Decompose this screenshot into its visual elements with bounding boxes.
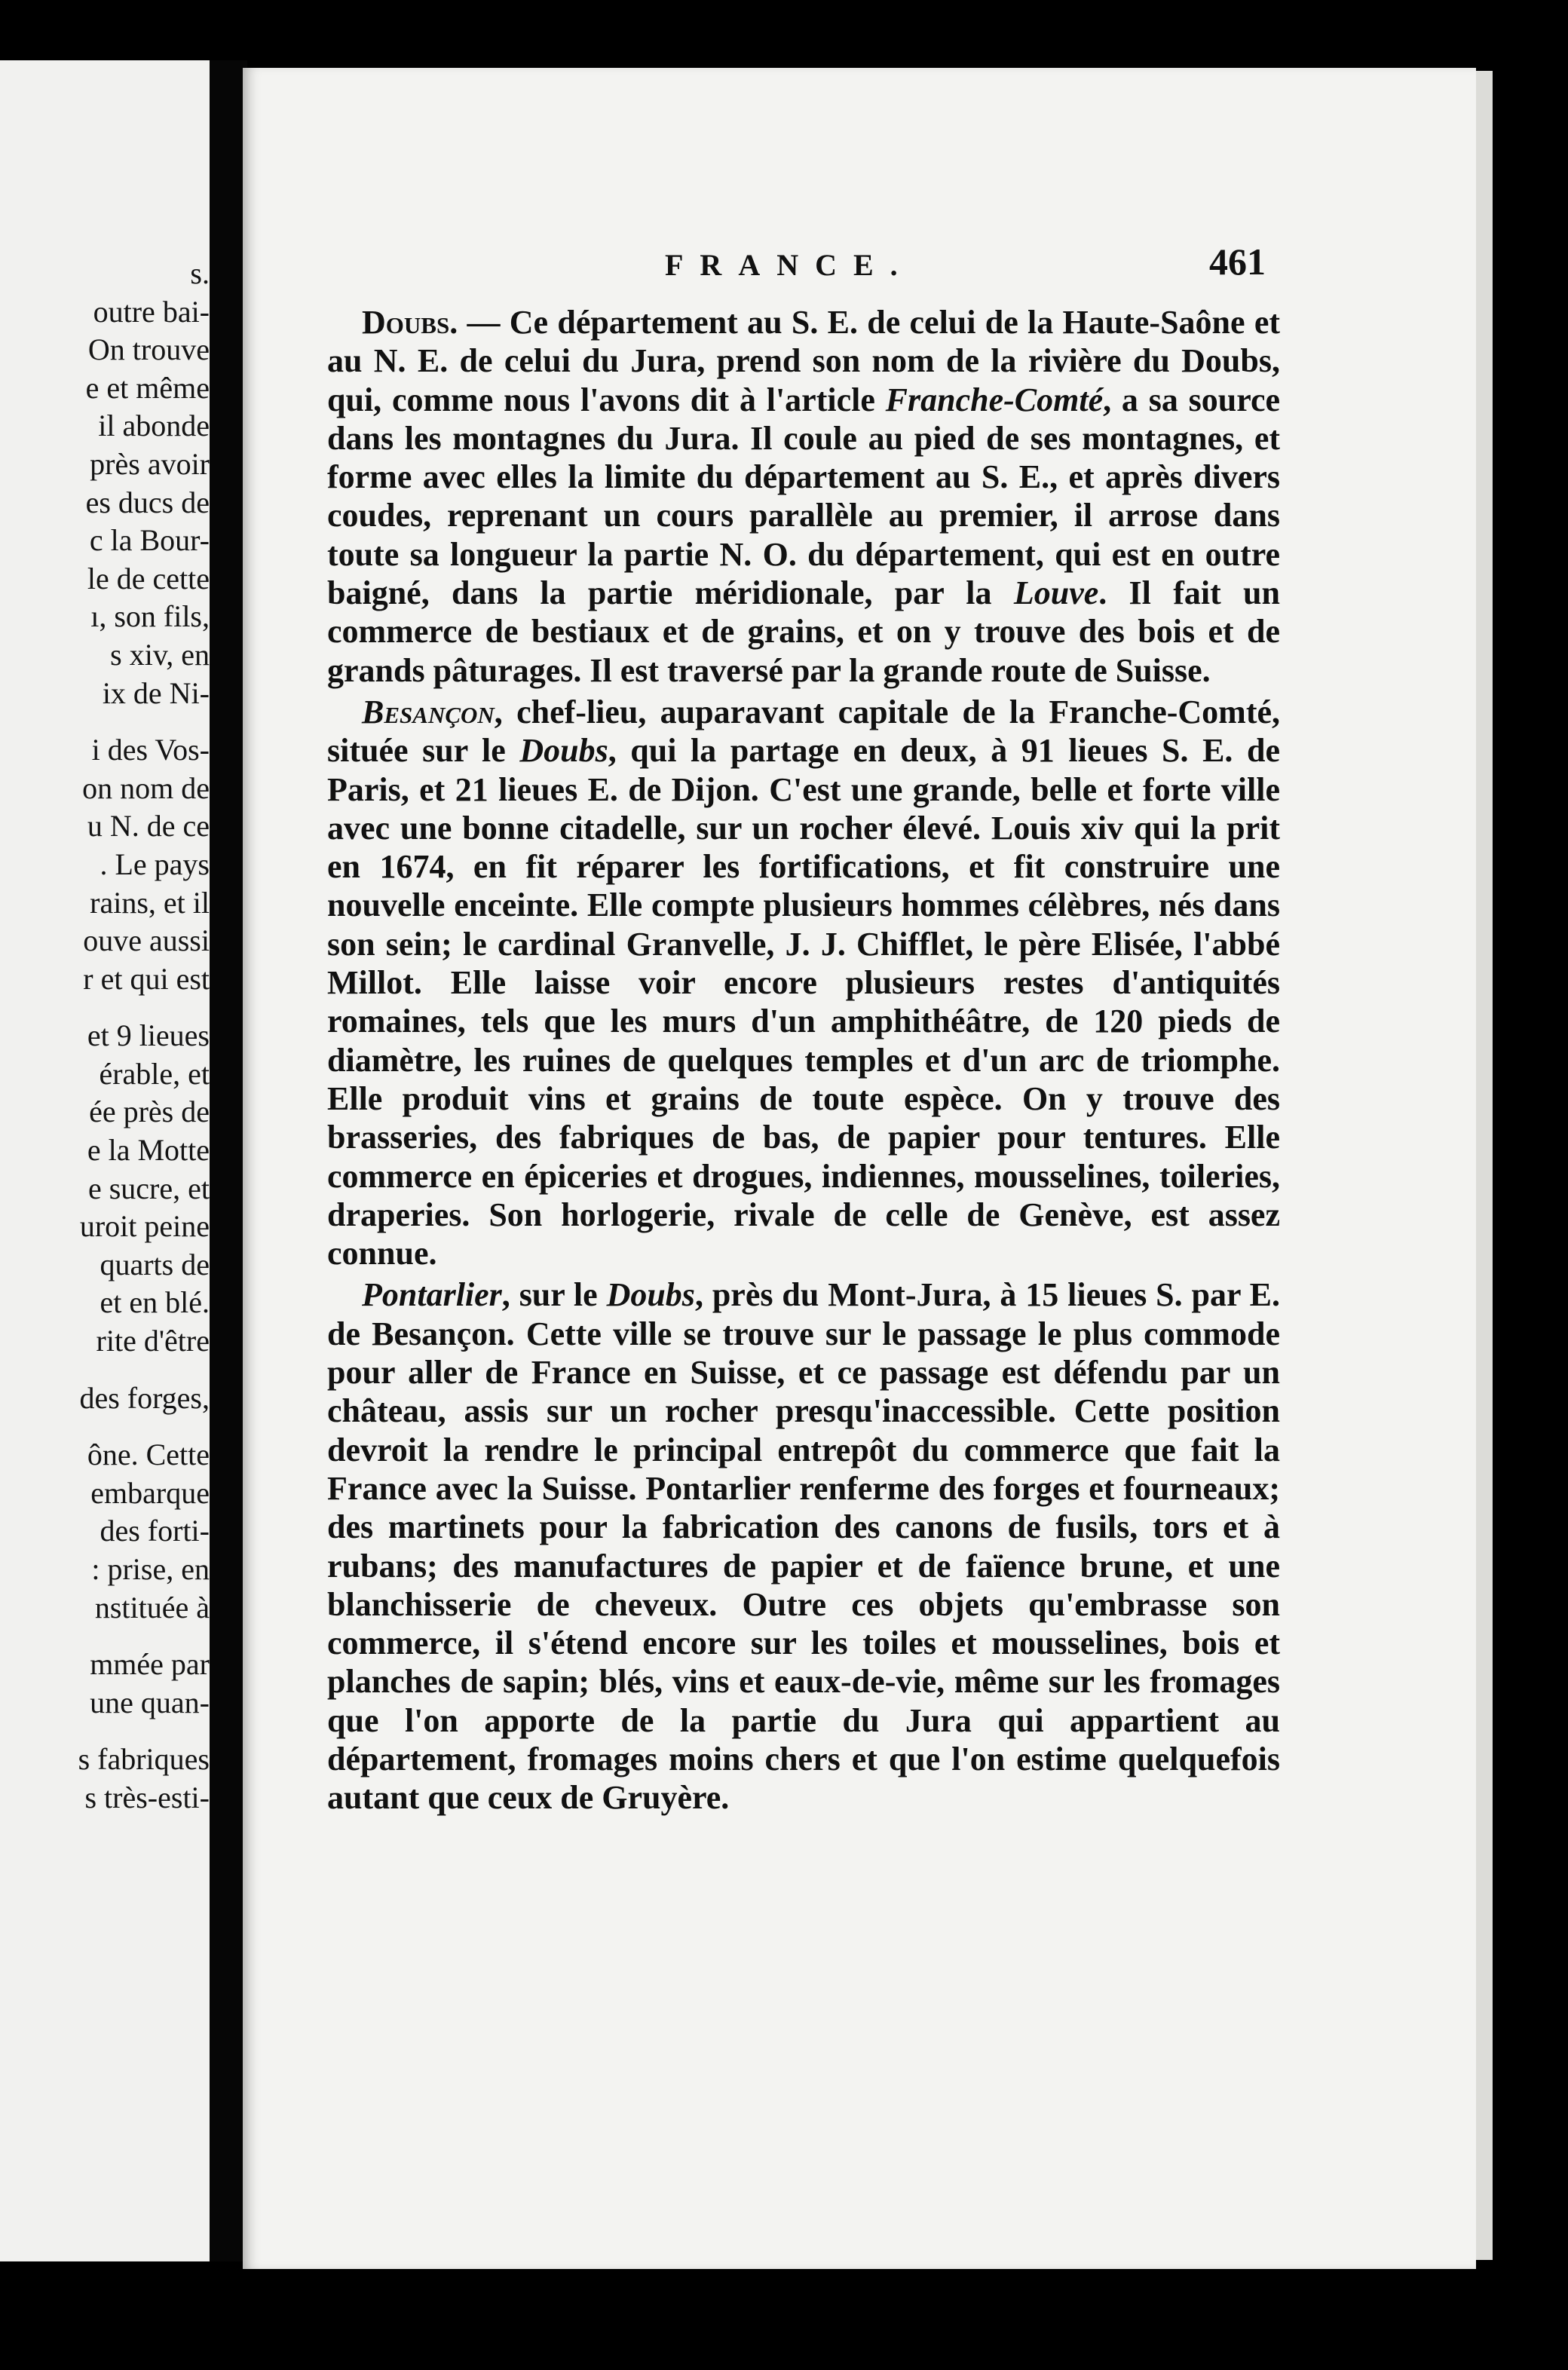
left-page-line: e la Motte <box>87 1133 210 1168</box>
pontarlier-italic-doubs: Doubs <box>606 1276 695 1314</box>
page-number: 461 <box>1209 240 1266 283</box>
besancon-text-1: , chef-lieu, auparavant capitale de la Franche-Comté, située sur le <box>327 693 1280 770</box>
left-page-line: . Le pays <box>100 847 210 881</box>
left-page-line: r et qui est <box>83 961 210 996</box>
besancon-italic-doubs: Doubs <box>519 732 608 770</box>
doubs-text-3: . Il fait un commerce de bestiaux et de grains, et on y trouve des bois et de grands pâturages. Il est traversé par la grande route de Suisse. <box>327 574 1280 689</box>
left-page-line: une quan- <box>90 1685 210 1719</box>
left-page-line: rite d'être <box>96 1324 210 1358</box>
left-page-line <box>0 1417 210 1436</box>
doubs-italic-franche-comte: Franche-Comté <box>885 381 1104 418</box>
left-page-line: i des Vos- <box>91 733 210 767</box>
left-page-line: des forges, <box>79 1380 210 1415</box>
left-page-line: On trouve <box>87 332 210 367</box>
left-page-line: c la Bour- <box>89 523 210 558</box>
paragraph-besancon <box>327 693 1280 1272</box>
left-page-fragment <box>0 60 210 2261</box>
left-page-line: s xiv, en <box>110 637 210 672</box>
left-page-line: ône. Cette <box>87 1438 210 1472</box>
left-page-line: ée près de <box>89 1095 210 1129</box>
entry-heading-doubs: Doubs. — <box>362 304 501 341</box>
right-page <box>243 68 1476 2269</box>
left-page-line <box>0 1722 210 1741</box>
left-page-line: et 9 lieues <box>87 1018 210 1053</box>
book-gutter <box>210 60 247 2261</box>
left-page-line <box>0 1627 210 1646</box>
left-page-line: embarque <box>90 1475 210 1510</box>
doubs-text-1: Ce département au S. E. de celui de la Haute-Saône et au N. E. de celui du Jura, prend son nom de la rivière du Doubs, qui, comme nous l'avons dit à l'article <box>327 304 1280 418</box>
left-page-line <box>0 1361 210 1379</box>
page-body <box>327 303 1280 1820</box>
left-page-line: e sucre, et <box>87 1171 210 1205</box>
left-page-line: outre bai- <box>93 294 210 329</box>
paragraph-doubs <box>327 303 1280 690</box>
left-page-line: rains, et il <box>90 885 210 920</box>
left-page-line <box>0 712 210 731</box>
left-page-line: nstituée à <box>94 1590 210 1624</box>
left-page-line: le de cette <box>87 561 210 596</box>
doubs-italic-louve: Louve <box>1013 574 1099 612</box>
left-page-line: on nom de <box>82 770 210 805</box>
entry-heading-besancon: Besançon <box>362 693 495 730</box>
page-edge <box>1476 71 1493 2260</box>
left-page-line: mmée par <box>90 1647 210 1682</box>
left-page-line: s. <box>190 256 210 290</box>
running-head: FRANCE. <box>665 248 914 282</box>
left-page-line <box>0 998 210 1017</box>
left-page-lines <box>0 255 210 1817</box>
left-page-line: u N. de ce <box>87 809 210 844</box>
left-page-line: e et même <box>85 370 210 405</box>
paragraph-pontarlier <box>327 1275 1280 1817</box>
left-page-line: ouve aussi <box>83 923 210 958</box>
left-page-line: près avoir <box>90 446 210 481</box>
left-page-line: érable, et <box>99 1056 210 1091</box>
pontarlier-text-1: , sur le <box>501 1276 607 1314</box>
left-page-line: ı, son fils, <box>90 599 210 634</box>
left-page-line: quarts de <box>100 1247 210 1281</box>
entry-heading-pontarlier: Pontarlier <box>362 1276 502 1314</box>
left-page-line: : prise, en <box>91 1552 210 1586</box>
left-page-line: et en blé. <box>100 1285 210 1320</box>
left-page-line: es ducs de <box>85 485 210 519</box>
left-page-line: des forti- <box>100 1514 210 1548</box>
besancon-text-2: , qui la partage en deux, à 91 lieues S. E. de Paris, et 21 lieues E. de Dijon. C'est une grande, belle et forte ville avec une bonne citadelle, sur un rocher élevé. Louis xiv qui la prit en 1674, en fit réparer les fortifications, et fit construire une nouvelle enceinte. Elle compte plusieurs hommes célèbres, nés dans son sein; le cardinal Granvelle, J. J. Chifflet, le père Elisée, l'abbé Millot. Elle laisse voir encore plusieurs restes d'antiquités romaines, tels que les murs d'un amphithéâtre, de 120 pieds de diamètre, les ruines de quelques temples et d'un arc de triomphe. Elle produit vins et grains de toute espèce. On y trouve des brasseries, des fabriques de bas, de papier pour tentures. Elle commerce en épiceries et drogues, indiennes, mousselines, toileries, draperies. Son horlogerie, rivale de celle de Genève, est assez connue. <box>327 732 1280 1272</box>
pontarlier-text-2: , près du Mont-Jura, à 15 lieues S. par E. de Besançon. Cette ville se trouve sur le passage le plus commode pour aller de France en Suisse, et ce passage est défendu par un château, assis sur un rocher presqu'inaccessible. Cette position devroit la rendre le principal entrepôt du commerce que fait la France avec la Suisse. Pontarlier renferme des forges et fourneaux; des martinets pour la fabrication des canons de fusils, tors et à rubans; des manufactures de papier et de faïence brune, et une blanchisserie de cheveux. Outre ces objets qu'embrasse son commerce, il s'étend encore sur les toiles et mousselines, bois et planches de sapin; blés, vins et eaux-de-vie, même sur les fromages que l'on apporte de la partie du Jura qui appartient au département, fromages moins chers et que l'on estime quelquefois autant que ceux de Gruyère. <box>327 1276 1280 1817</box>
left-page-line: uroit peine <box>79 1209 210 1244</box>
left-page-line: ix de Ni- <box>102 675 210 710</box>
doubs-text-2: , a sa source dans les montagnes du Jura. Il coule au pied de ses montagnes, et forme avec elles la limite du département au S. E., et après divers coudes, reprenant un cours parallèle au premier, il arrose dans toute sa longueur la partie N. O. du département, qui est en outre baigné, dans la partie méridionale, par la <box>327 381 1281 612</box>
left-page-line: il abonde <box>98 409 210 443</box>
page-header <box>243 240 1476 292</box>
left-page-line: s très-esti- <box>84 1780 210 1814</box>
left-page-line: s fabriques <box>78 1742 210 1777</box>
